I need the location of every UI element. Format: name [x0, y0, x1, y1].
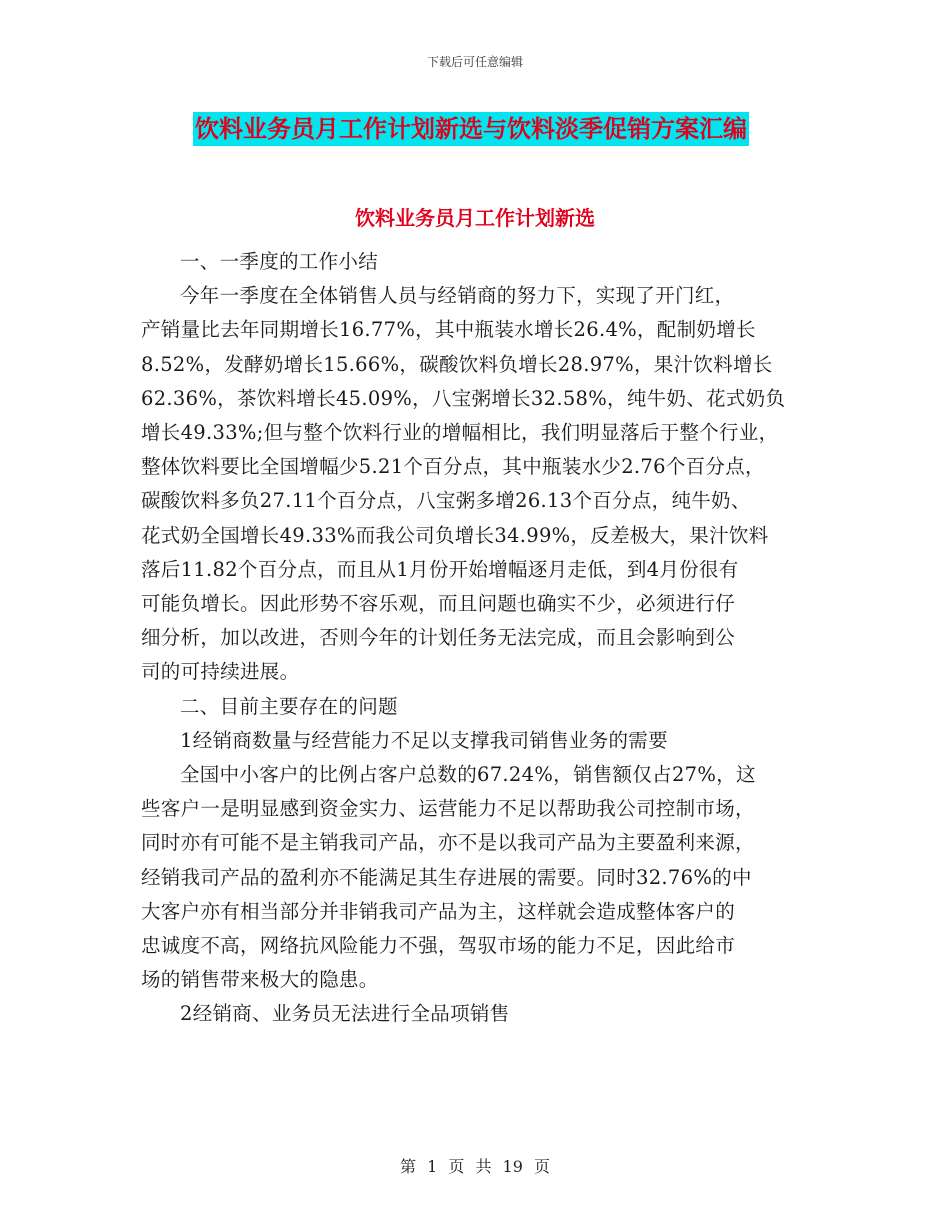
body-line: 2经销商、业务员无法进行全品项销售: [180, 1002, 510, 1026]
body-line: 忠诚度不高，网络抗风险能力不强，驾驭市场的能力不足，因此给市: [141, 934, 736, 958]
body-line: 一、一季度的工作小结: [180, 250, 379, 273]
body-line: 些客户一是明显感到资金实力、运营能力不足以帮助我公司控制市场，: [141, 797, 755, 821]
body-line: 同时亦有可能不是主销我司产品，亦不是以我司产品为主要盈利来源，: [141, 831, 755, 855]
body-line: 增长49.33%;但与整个饮料行业的增幅相比，我们明显落后于整个行业，: [141, 421, 779, 445]
body-line: 场的销售带来极大的隐患。: [141, 968, 379, 992]
body-line: 整体饮料要比全国增幅少5.21个百分点，其中瓶装水少2.76个百分点，: [141, 455, 765, 479]
body-line: 产销量比去年同期增长16.77%，其中瓶装水增长26.4%，配制奶增长: [141, 318, 756, 342]
page-header-note: 下载后可任意编辑: [426, 55, 523, 69]
document-body: [141, 245, 831, 1032]
body-line: 碳酸饮料多负27.11个百分点，八宝粥多增26.13个百分点，纯牛奶、: [141, 489, 751, 513]
page-number-footer: 第 1 页 共 19 页: [400, 1157, 550, 1176]
body-line: 1经销商数量与经营能力不足以支撑我司销售业务的需要: [180, 728, 668, 752]
body-line: 二、目前主要存在的问题: [180, 694, 398, 718]
document-title: 饮料业务员月工作计划新选与饮料淡季促销方案汇编: [193, 112, 749, 146]
body-line: 细分析，加以改进，否则今年的计划任务无法完成，而且会影响到公: [141, 626, 736, 650]
body-line: 司的可持续进展。: [141, 660, 300, 684]
body-line: 全国中小客户的比例占客户总数的67.24%，销售额仅占27%，这: [180, 763, 756, 787]
body-line: 8.52%，发酵奶增长15.66%，碳酸饮料负增长28.97%，果汁饮料增长: [141, 352, 773, 376]
section-title: 饮料业务员月工作计划新选: [355, 206, 595, 230]
body-line: 落后11.82个百分点，而且从1月份开始增幅逐月走低，到4月份很有: [141, 557, 739, 581]
body-line: 花式奶全国增长49.33%而我公司负增长34.99%，反差极大，果汁饮料: [141, 523, 769, 547]
body-line: 经销我司产品的盈利亦不能满足其生存进展的需要。同时32.76%的中: [141, 865, 752, 889]
body-line: 可能负增长。因此形势不容乐观，而且问题也确实不少，必须进行仔: [141, 592, 736, 616]
body-line: 大客户亦有相当部分并非销我司产品为主，这样就会造成整体客户的: [141, 899, 736, 923]
body-line: 今年一季度在全体销售人员与经销商的努力下，实现了开门红，: [180, 284, 735, 308]
body-line: 62.36%，茶饮料增长45.09%，八宝粥增长32.58%，纯牛奶、花式奶负: [141, 386, 786, 410]
